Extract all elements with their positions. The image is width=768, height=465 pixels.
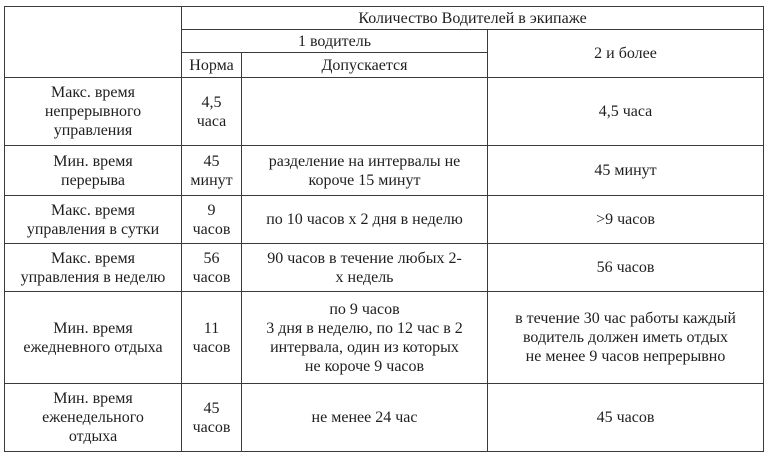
row-two-or-more: 56 часов (488, 244, 764, 292)
table-row (5, 384, 764, 452)
drivers-count-header: Количество Водителей в экипаже (182, 7, 764, 30)
allowed-header: Допускается (242, 53, 488, 78)
row-allowed: по 9 часов 3 дня в неделю, по 12 час в 2 интервала, один из которых не короче 9 часов (242, 292, 488, 384)
table-row (5, 196, 764, 244)
table-row (5, 244, 764, 292)
row-two-or-more: 4,5 часа (488, 78, 764, 146)
row-norm: 45 часов (182, 384, 242, 452)
row-norm: 11 часов (182, 292, 242, 384)
row-parameter: Мин. время перерыва (5, 146, 182, 196)
header-row-1 (5, 7, 764, 30)
row-norm: 9 часов (182, 196, 242, 244)
row-two-or-more: 45 минут (488, 146, 764, 196)
row-allowed: не менее 24 час (242, 384, 488, 452)
row-parameter: Макс. время управления в сутки (5, 196, 182, 244)
row-two-or-more: в течение 30 час работы каждый водитель должен иметь отдых не менее 9 часов непрерывно (488, 292, 764, 384)
row-two-or-more: 45 часов (488, 384, 764, 452)
one-driver-header: 1 водитель (182, 30, 488, 53)
row-allowed: по 10 часов х 2 дня в неделю (242, 196, 488, 244)
row-parameter: Мин. время еженедельного отдыха (5, 384, 182, 452)
parameter-header-cell (5, 7, 182, 78)
driving-rules-table (4, 6, 764, 452)
two-or-more-header: 2 и более (488, 30, 764, 78)
row-norm: 45 минут (182, 146, 242, 196)
row-allowed: разделение на интервалы не короче 15 минут (242, 146, 488, 196)
row-parameter: Макс. время управления в неделю (5, 244, 182, 292)
row-allowed (242, 78, 488, 146)
row-allowed: 90 часов в течение любых 2- х недель (242, 244, 488, 292)
row-parameter: Макс. время непрерывного управления (5, 78, 182, 146)
row-norm: 4,5 часа (182, 78, 242, 146)
row-parameter: Мин. время ежедневного отдыха (5, 292, 182, 384)
row-norm: 56 часов (182, 244, 242, 292)
row-two-or-more: >9 часов (488, 196, 764, 244)
table-row (5, 78, 764, 146)
norm-header: Норма (182, 53, 242, 78)
table-row (5, 292, 764, 384)
table-row (5, 146, 764, 196)
